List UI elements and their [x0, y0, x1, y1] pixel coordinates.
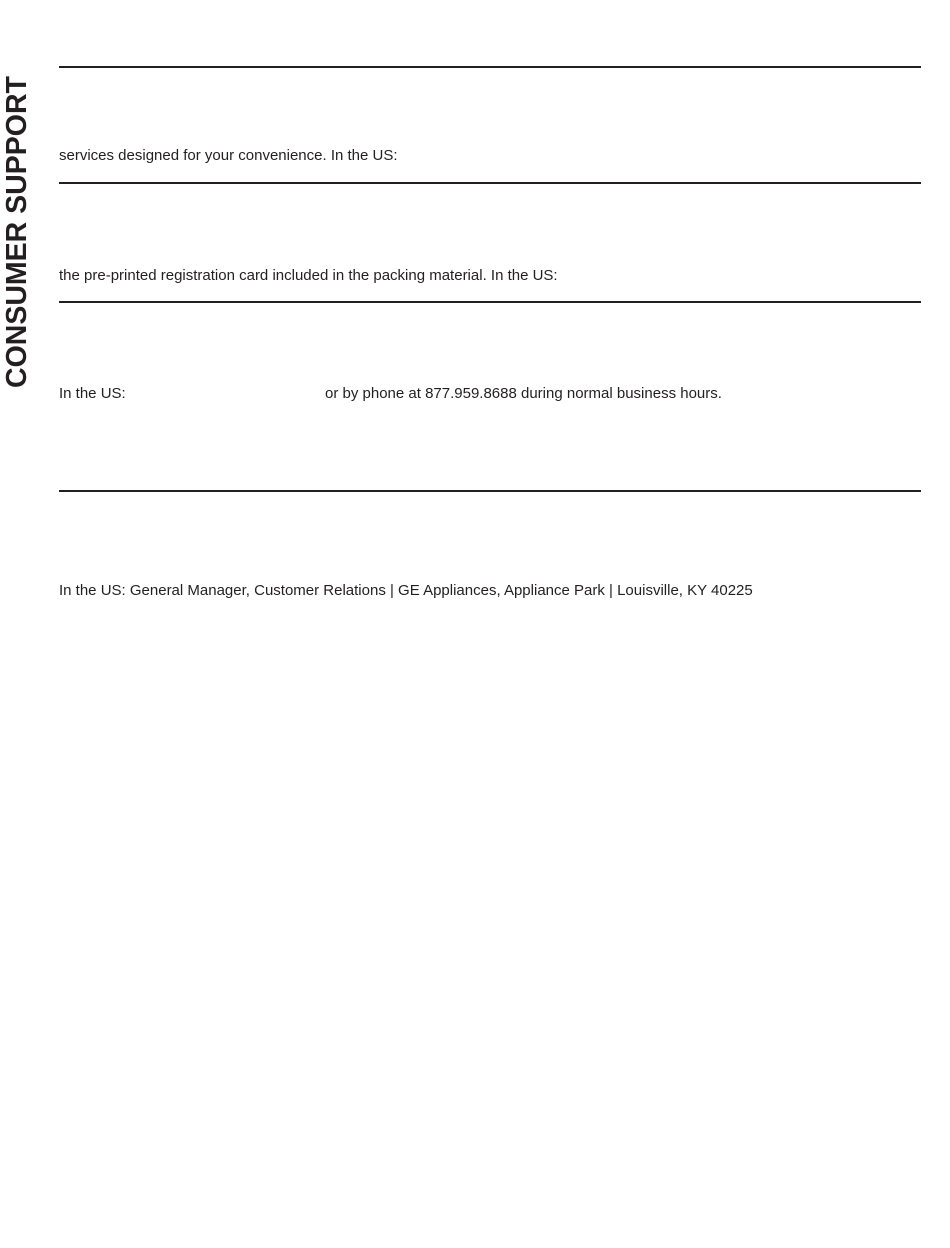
registration-text: the pre-printed registration card included in the packing material. In the US: [59, 267, 558, 284]
section-divider [59, 182, 921, 184]
section-divider [59, 66, 921, 68]
address-text: In the US: General Manager, Customer Relations | GE Appliances, Appliance Park | Louisville, KY 40225 [59, 582, 753, 599]
section-divider [59, 301, 921, 303]
services-text: services designed for your convenience. In the US: [59, 147, 398, 164]
contact-prefix-text: In the US: [59, 385, 126, 402]
section-side-label: CONSUMER SUPPORT [1, 76, 33, 388]
contact-phone-text: or by phone at 877.959.8688 during normal business hours. [325, 385, 722, 402]
section-divider [59, 490, 921, 492]
